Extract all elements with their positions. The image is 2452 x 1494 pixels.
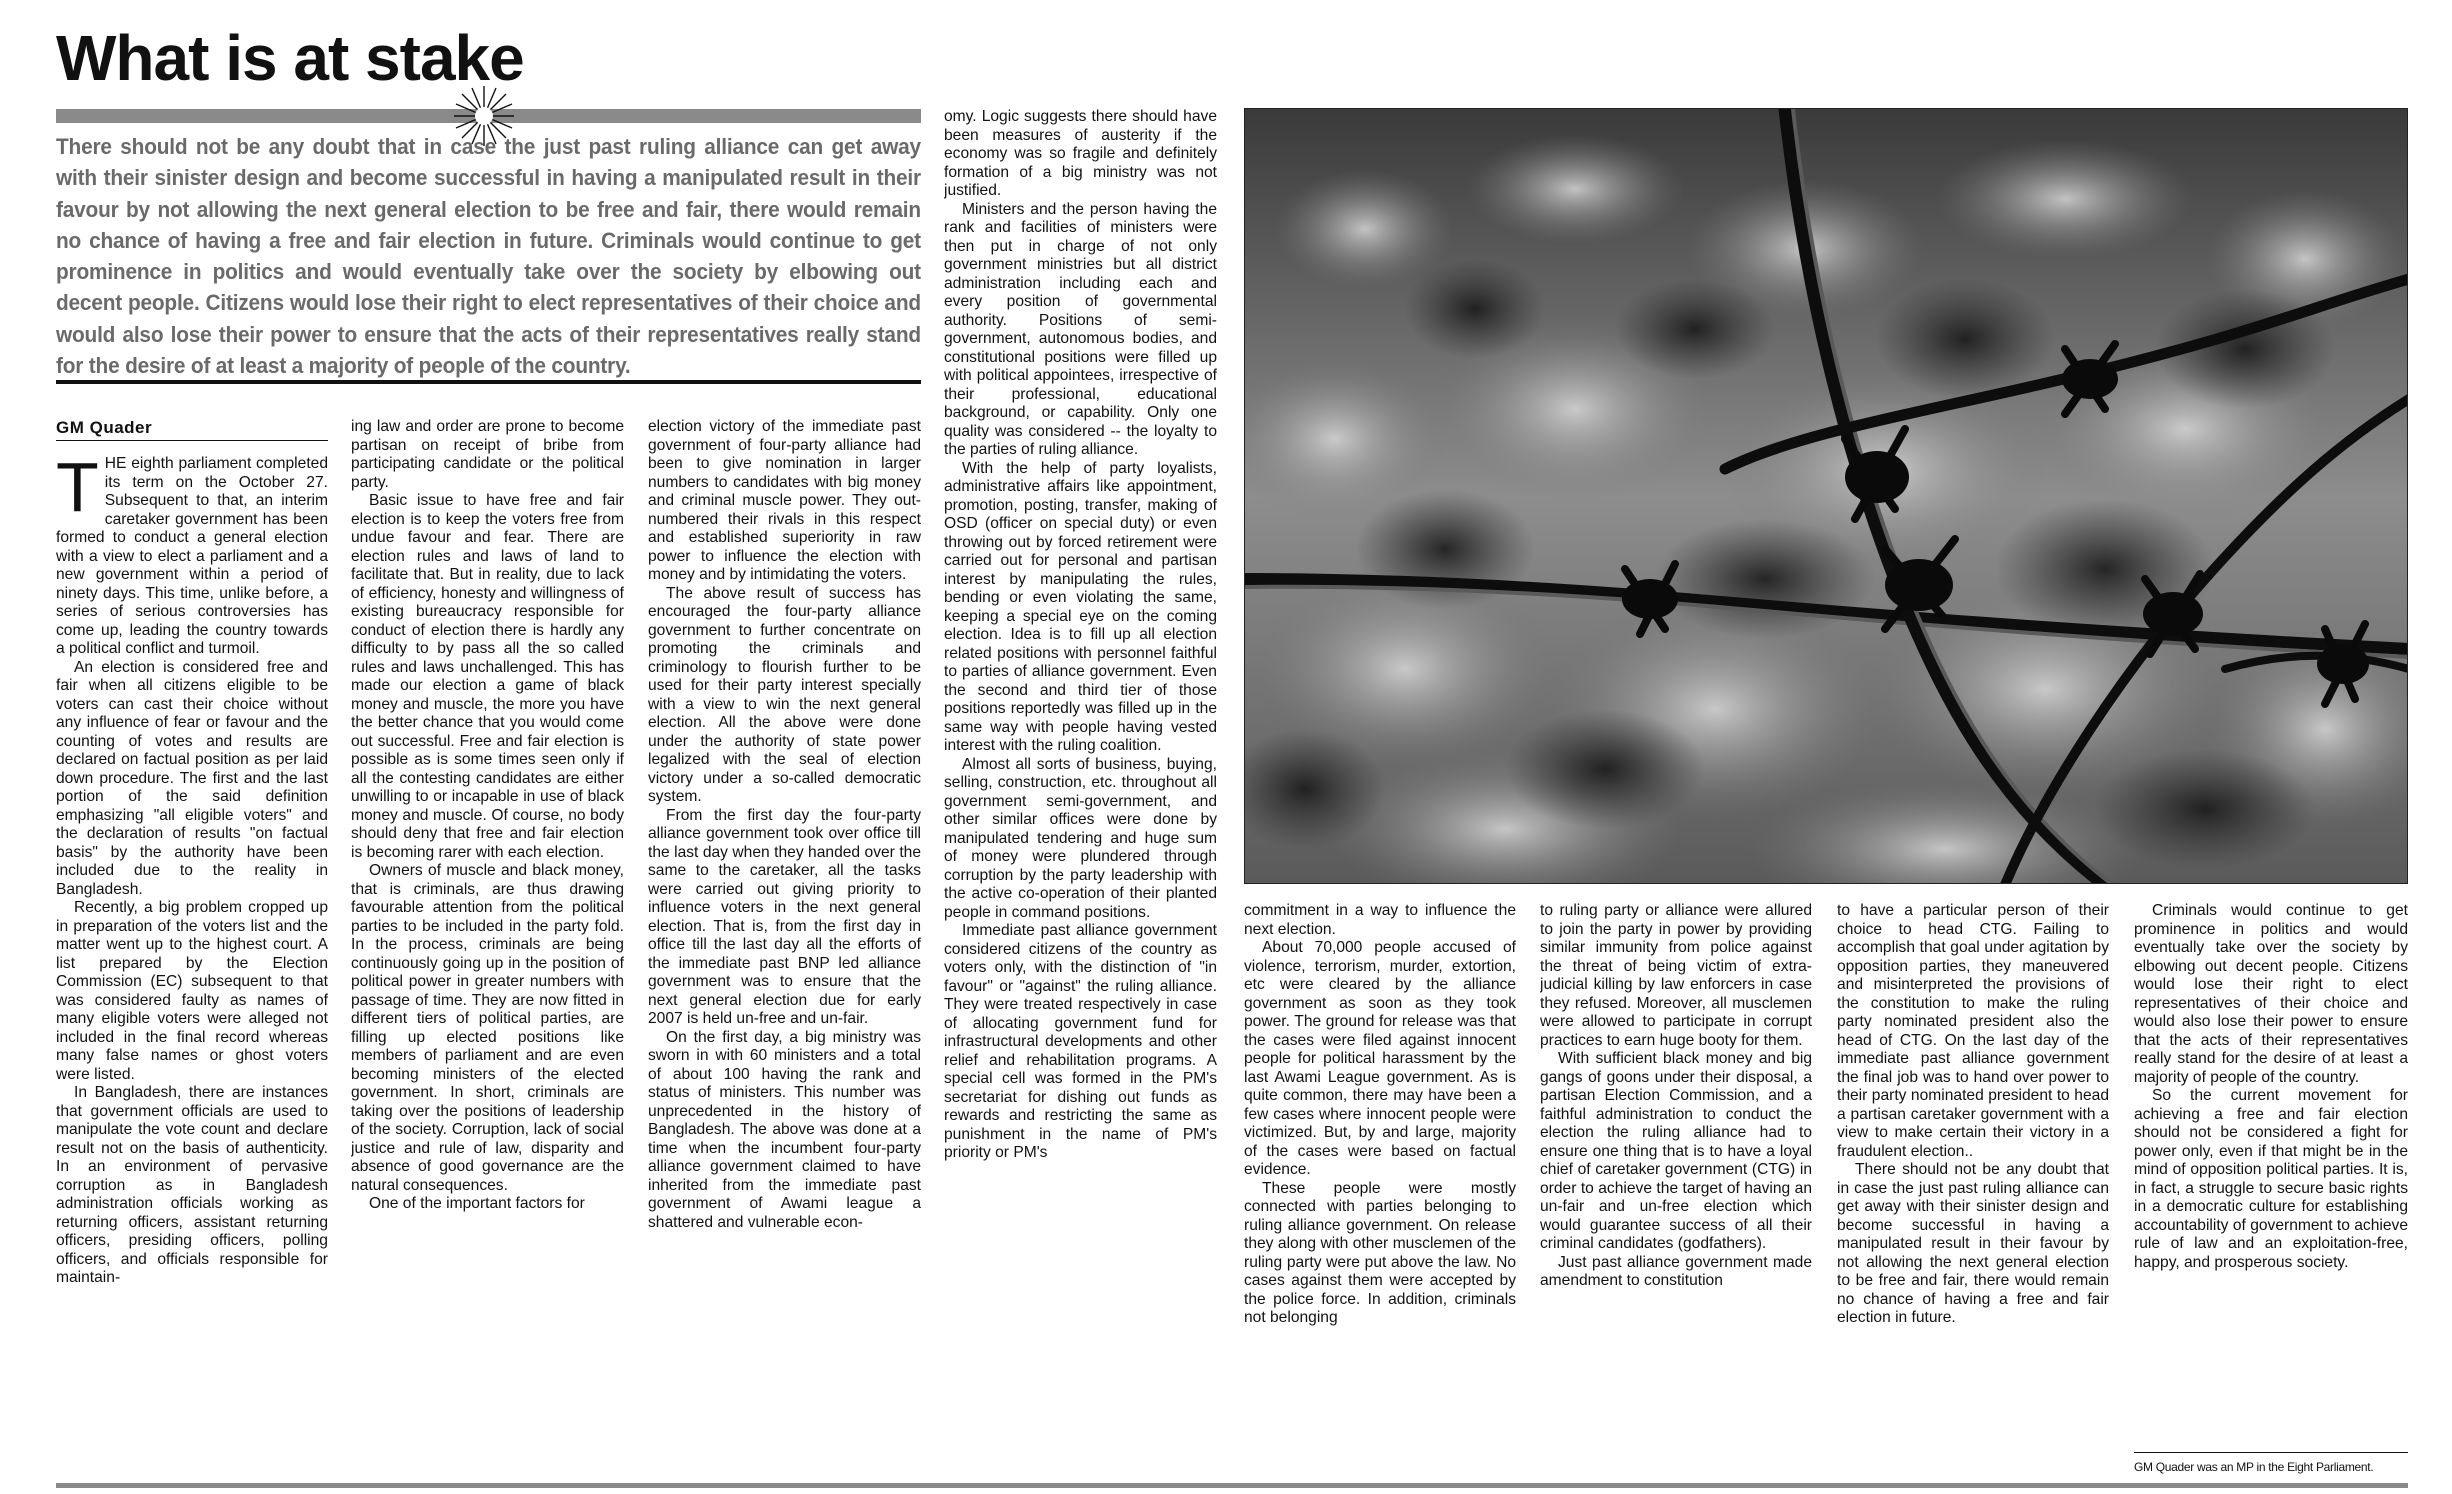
- article-column-5: [1244, 902, 1516, 1480]
- deck-summary: There should not be any doubt that in case the just past ruling alliance can get away with their sinister design and become successful in having a manipulated result in their favour by not allowing the next general election to be free and fair, there would remain no chance of having a free and fair election in future. Criminals would continue to get prominence in politics and would eventually take over the society by elbowing out decent people. Citizens would lose their right to elect representatives of their choice and would also lose their power to ensure that the acts of their representatives really stand for the desire of at least a majority of people of the country.: [56, 134, 921, 379]
- barbed-wire-crowd-photo: [1244, 108, 2408, 884]
- article-column-7: [1837, 902, 2109, 1480]
- paragraph: In Bangladesh, there are instances that government officials are used to manipulate the vote count and declare result not on the basis of authenticity. In an environment of pervasive corruption as in Bangladesh administration officials working as returning officers, assistant returning officers, presiding officers, polling officers, and officials responsible for maintain-: [56, 1084, 328, 1286]
- paragraph: Recently, a big problem cropped up in preparation of the voters list and the matter went up to the highest court. A list prepared by the Election Commission (EC) subsequent to that was considered faulty as names of many eligible voters were alleged not included in the final record whereas many false names or ghost voters were listed.: [56, 899, 328, 1083]
- paragraph: On the first day, a big ministry was sworn in with 60 ministers and a total of about 100 having the rank and status of ministers. This number was unprecedented in the history of Bangladesh. The above was done at a time when the incumbent four-party alliance government claimed to have inherited from the immediate past government of Awami league a shattered and vulnerable econ-: [648, 1028, 921, 1231]
- byline-rule: [56, 440, 328, 441]
- paragraph: One of the important factors for: [369, 1195, 585, 1212]
- article-column-6: [1540, 902, 1812, 1480]
- paragraph: to have a particular person of their choice to head CTG. Failing to accomplish that goal under agitation by opposition parties, they maneuvered and misinterpreted the provisions of the constitution to make the ruling party nominated president also the head of CTG. On the last day of the immediate past alliance government the final job was to hand over power to their party nominated president to head a partisan caretaker government with a view to make certain their victory in a fraudulent election..: [1837, 902, 2109, 1160]
- paragraph: election victory of the immediate past government of four-party alliance had been to give nomination in larger numbers to candidates with big money and criminal muscle power. They out-numbered their rivals in this respect and established superiority in raw power to influence the election with money and by intimidating the voters.: [648, 418, 921, 583]
- byline-name: GM Quader: [56, 418, 153, 437]
- paragraph: Almost all sorts of business, buying, selling, construction, etc. throughout all government semi-government, and other similar offices were done by manipulated tendering and huge sum of money were plundered through corruption by the party leadership with the active co-operation of their planted people in command positions.: [944, 755, 1217, 921]
- footnote-rule: [2134, 1452, 2408, 1453]
- paragraph: Owners of muscle and black money, that is criminals, are thus drawing favourable attention from the political parties to be included in the party fold. In the process, criminals are being continuously going up in the position of political power in greater numbers with passage of time. They are now fitted in different tiers of political parties, are filling up elected positions like members of parliament and are even becoming ministers of the elected government. In short, criminals are taking over the positions of leadership of the society. Corruption, lack of social justice and rule of law, disparity and absence of good governance are the natural consequences.: [351, 862, 624, 1194]
- paragraph: Ministers and the person having the rank and facilities of ministers were then put in charge of not only government ministries but all district administration including each and every position of governmental authority. Positions of semi-government, autonomous bodies, and constitutional positions were filled up with political appointees, irrespective of their professional, educational background, or capability. Only one quality was considered -- the loyalty to the parties of ruling alliance.: [944, 200, 1217, 458]
- paragraph: Criminals would continue to get prominence in politics and would eventually take over the society by elbowing out decent people. Citizens would lose their right to elect representatives of their choice and would also lose their power to ensure that the acts of their representatives really stand for the desire of at least a majority of people of the country.: [2134, 902, 2408, 1086]
- headline: What is at stake: [56, 22, 524, 94]
- paragraph: HE eighth parliament completed its term on the October 27. Subsequent to that, an interim caretaker government has been formed to conduct a general election with a view to elect a parliament and a new government within a period of ninety days. This time, unlike before, a series of serious controversies has come up, leading the country towards a political conflict and turmoil.: [56, 455, 328, 657]
- paragraph: omy. Logic suggests there should have been measures of austerity if the economy was so fragile and definitely formation of a big ministry was not justified.: [944, 108, 1217, 199]
- paragraph: to ruling party or alliance were allured to join the party in power by providing similar immunity from police against the threat of being victim of extra-judicial killing by law enforcers in case they refused. Moreover, all musclemen were allowed to participate in corrupt practices to earn huge booty for them.: [1540, 902, 1812, 1049]
- paragraph: Immediate past alliance government considered citizens of the country as voters only, with the distinction of "in favour" or "against" the ruling alliance. They were treated respectively in case of allocating government fund for infrastructural developments and other relief and rehabilitation programs. A special cell was formed in the PM's secretariat for dishing out funds as rewards and restricting the same as punishment in the name of PM's priority or PM's: [944, 922, 1217, 1161]
- byline: [56, 417, 152, 439]
- paragraph: From the first day the four-party alliance government took over office till the last day when they handed over the same to the caretaker, all the tasks were carried out giving priority to influence voters in the next general election. That is, from the first day in office till the last day all the efforts of the immediate past BNP led alliance government was to ensure that the next general election due for early 2007 is held un-free and un-fair.: [648, 806, 921, 1027]
- article-column-4: [944, 108, 1217, 1480]
- deck-rule: [56, 380, 921, 384]
- drop-cap: T: [56, 455, 99, 526]
- paragraph: Just past alliance government made amendment to constitution: [1540, 1253, 1812, 1289]
- article-column-8: [2134, 902, 2408, 1447]
- paragraph: commitment in a way to influence the next election.: [1244, 902, 1516, 938]
- paragraph: About 70,000 people accused of violence, terrorism, murder, extortion, etc were cleared by the alliance government as soon as they took power. The ground for release was that the cases were filed against innocent people for political harassment by the last Awami League government. As is quite common, there may have been a few cases where innocent people were victimized. But, by and large, majority of the cases were based on factual evidence.: [1244, 939, 1516, 1178]
- paragraph: ing law and order are prone to become partisan on receipt of bribe from participating candidate or the political party.: [351, 418, 624, 491]
- paragraph: With the help of party loyalists, administrative affairs like appointment, promotion, posting, transfer, making of OSD (officer on special duty) or even throwing out by forced retirement were carried out for personal and partisan interest by manipulating the rules, bending or even violating the same, keeping a special eye on the coming election. Idea is to fill up all election related positions with personnel faithful to parties of alliance government. Even the second and third tier of those positions reportedly was filled up in the same way with people having vested interest with the ruling coalition.: [944, 459, 1217, 754]
- paragraph: With sufficient black money and big gangs of goons under their disposal, a partisan Election Commission, and a faithful administration to conduct the election the ruling alliance had to ensure one thing that is to have a loyal chief of caretaker government (CTG) in order to achieve the target of having an un-fair and un-free election which would guarantee success of all their criminal candidates (godfathers).: [1540, 1050, 1812, 1252]
- paragraph: The above result of success has encouraged the four-party alliance government to further concentrate on promoting the criminals and criminology to flourish further to be used for their party interest specially with a view to win the next general election. All the above were done under the authority of state power legalized with the seal of election victory under a so-called democratic system.: [648, 584, 921, 805]
- paragraph: Basic issue to have free and fair election is to keep the voters free from undue favour and fear. There are election rules and laws of land to facilitate that. But in reality, due to lack of efficiency, honesty and willingness of existing bureaucracy responsible for conduct of election there is hardly any difficulty to by pass all the so called rules and laws unchallenged. This has made our election a game of black money and muscle, the more you have the better chance that you would come out successful. Free and fair election is possible as is some times seen only if all the contesting candidates are either unwilling to or incapable in use of black money and muscle. Of course, no body should deny that free and fair election is becoming rarer with each election.: [351, 492, 624, 861]
- author-footnote: GM Quader was an MP in the Eight Parliament.: [2134, 1460, 2374, 1474]
- article-column-2: [351, 418, 624, 1480]
- paragraph: These people were mostly connected with parties belonging to ruling alliance government. On release they along with other musclemen of the ruling party were put above the law. No cases against them were accepted by the police force. In addition, criminals not belonging: [1244, 1179, 1516, 1326]
- paragraph: An election is considered free and fair when all citizens eligible to be voters can cast their choice without any influence of fear or favour and the counting of votes and results are declared on factual position as per laid down procedure. The first and the last portion of the said definition emphasizing "all eligible voters" and the declaration of results "on factual basis" by the authority have been included due to the reality in Bangladesh.: [56, 658, 328, 898]
- article-column-3: [648, 418, 921, 1480]
- article-column-1: [56, 455, 328, 1480]
- bottom-rule: [56, 1483, 2408, 1488]
- paragraph: There should not be any doubt that in case the just past ruling alliance can get away with their sinister design and become successful in having a manipulated result in their favour by not allowing the next general election to be free and fair, there would remain no chance of having a free and fair election in future.: [1837, 1161, 2109, 1326]
- paragraph: So the current movement for achieving a free and fair election should not be considered a fight for power only, even if that might be in the mind of opposition political parties. It is, in fact, a struggle to secure basic rights in a democratic culture for establishing accountability of government to achieve rule of law and an exploitation-free, happy, and prosperous society.: [2134, 1087, 2408, 1271]
- photo-image: [1245, 109, 2408, 884]
